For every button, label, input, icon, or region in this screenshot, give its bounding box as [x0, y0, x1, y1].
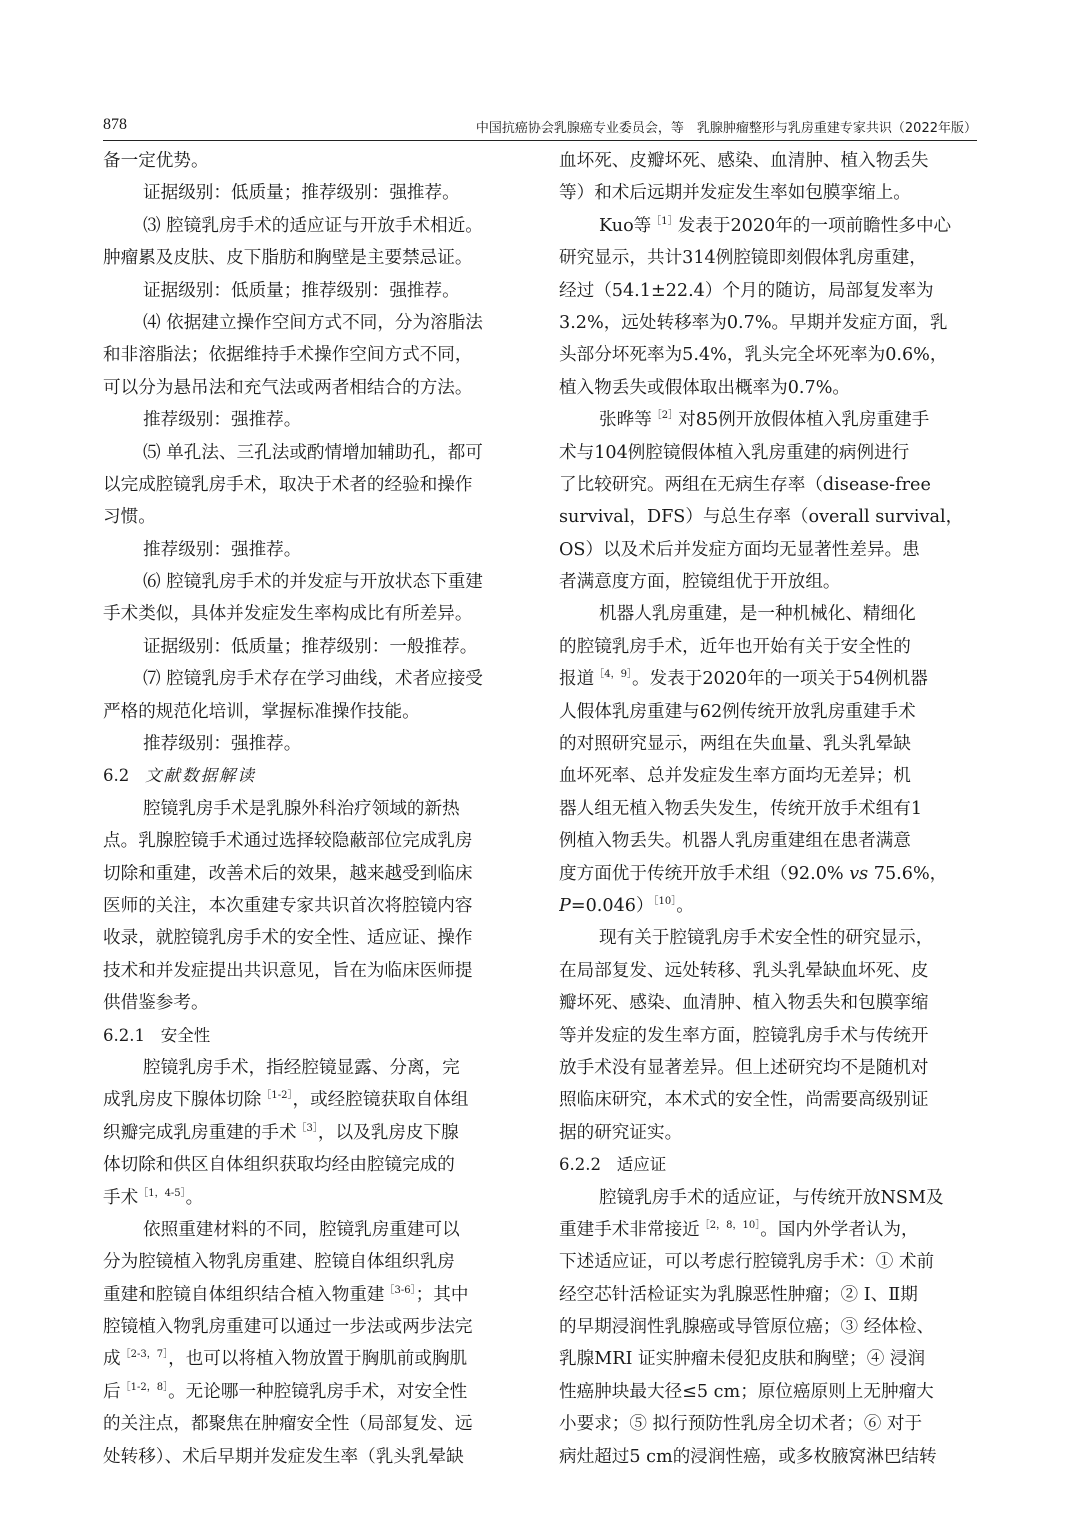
text-line: 和非溶脂法；依据维持手术操作空间方式不同，: [103, 345, 473, 366]
text-line: 的关注点，都聚焦在肿瘤安全性（局部复发、远: [103, 1414, 473, 1435]
text-line: [103, 1182, 521, 1214]
p-italic: P: [559, 895, 571, 916]
evidence-level-line: 证据级别：低质量；推荐级别：强推荐。: [143, 183, 460, 204]
text-segment: ；其中: [415, 1284, 469, 1305]
text-line: 在局部复发、远处转移、乳头乳晕缺血坏死、皮: [559, 960, 929, 981]
text-segment: 重建手术非常接近: [559, 1219, 700, 1240]
text-line: 处转移）、术后早期并发症发生率（乳头乳晕缺: [103, 1446, 464, 1467]
text-line: [559, 404, 977, 436]
section-title: 适应证: [616, 1155, 667, 1175]
text-line: 病灶超过5 cm的浸润性癌，或多枚腋窝淋巴结转: [559, 1446, 937, 1467]
text-segment: 。: [185, 1187, 204, 1208]
section-number: 6.2: [103, 766, 130, 786]
text-line: 者满意度方面，腔镜组优于开放组。: [559, 572, 841, 593]
section-heading-6-2: [103, 760, 521, 792]
page-header: [103, 114, 977, 141]
citation: ［1］: [651, 215, 678, 227]
text-line: 植入物丢失或假体取出概率为0.7%。: [559, 377, 851, 398]
text-line: ⑸ 单孔法、三孔法或酌情增加辅助孔，都可: [143, 442, 483, 463]
text-line: 备一定优势。: [103, 151, 209, 171]
text-line: 手术类似，具体并发症发生率构成比有所差异。: [103, 604, 473, 625]
citation: ［2，8，10］: [699, 1219, 761, 1231]
text-segment: 。: [676, 895, 694, 916]
citation: ［1，4-5］: [138, 1187, 186, 1199]
text-segment: 报道: [559, 669, 595, 690]
text-line: 瓣坏死、感染、血清肿、植入物丢失和包膜挛缩: [559, 993, 929, 1014]
citation: ［3-6］: [384, 1284, 416, 1296]
text-line: [103, 1117, 521, 1149]
text-line: ⑹ 腔镜乳房手术的并发症与开放状态下重建: [143, 572, 483, 593]
text-line: 习惯。: [103, 507, 156, 528]
text-line: 放手术没有显著差异。但上述研究均不是随机对: [559, 1057, 929, 1078]
text-segment: 成乳房皮下腺体切除: [103, 1090, 262, 1111]
text-segment: ，或经腔镜获取自体组: [292, 1090, 469, 1111]
recommendation-line: 推荐级别：强推荐。: [143, 734, 302, 755]
text-line: 体切除和供区自体组织获取均经由腔镜完成的: [103, 1155, 455, 1176]
text-segment: 。无论哪一种腔镜乳房手术，对安全性: [168, 1381, 468, 1402]
text-line: 收录，就腔镜乳房手术的安全性、适应证、操作: [103, 928, 473, 949]
text-line: 性癌肿块最大径≤5 cm；原位癌原则上无肿瘤大: [559, 1381, 934, 1402]
recommendation-line: 推荐级别：强推荐。: [143, 410, 302, 431]
right-column: [559, 145, 977, 1473]
citation: ［2-3，7］: [120, 1349, 169, 1361]
text-line: [103, 1084, 521, 1116]
text-line: [559, 210, 977, 242]
text-line: [559, 858, 977, 890]
text-line: [559, 663, 977, 695]
vs-italic: vs: [849, 863, 869, 884]
text-line: 据的研究证实。: [559, 1122, 683, 1143]
text-line: 切除和重建，改善术后的效果，越来越受到临床: [103, 863, 473, 884]
text-line: 经空芯针活检证实为乳腺恶性肿瘤；② Ⅰ、Ⅱ期: [559, 1284, 918, 1305]
text-segment: 手术: [103, 1187, 139, 1208]
section-title: 安全性: [160, 1025, 211, 1045]
citation: ［1-2］: [261, 1090, 293, 1102]
citation: ［3］: [296, 1122, 318, 1134]
text-line: OS）以及术后并发症方面均无显著性差异。患: [559, 539, 920, 560]
text-line: 器人组无植入物丢失发生，传统开放手术组有1: [559, 798, 923, 819]
text-line: 下述适应证，可以考虑行腔镜乳房手术：① 术前: [559, 1252, 935, 1273]
recommendation-line: 推荐级别：强推荐。: [143, 539, 302, 560]
text-segment: ，也可以将植入物放置于胸肌前或胸肌: [168, 1349, 468, 1370]
text-line: 严格的规范化培训，掌握标准操作技能。: [103, 701, 420, 722]
text-line: 供借鉴参考。: [103, 993, 209, 1014]
citation: ［2］: [651, 410, 679, 422]
text-line: [559, 890, 977, 922]
text-line: 的早期浸润性乳腺癌或导管原位癌；③ 经体检、: [559, 1317, 935, 1338]
text-line: 研究显示，共计314例腔镜即刻假体乳房重建，: [559, 248, 927, 269]
citation: ［1-2，8］: [120, 1381, 169, 1393]
text-line: survival，DFS）与总生存率（overall survival，: [559, 507, 964, 528]
text-line: 照临床研究，本术式的安全性，尚需要高级别证: [559, 1090, 929, 1111]
text-line: 等并发症的发生率方面，腔镜乳房手术与传统开: [559, 1025, 929, 1046]
text-line: 医师的关注，本次重建专家共识首次将腔镜内容: [103, 895, 473, 916]
text-segment: 。发表于2020年的一项关于54例机器: [631, 669, 928, 690]
text-line: ⑶ 腔镜乳房手术的适应证与开放手术相近。: [143, 215, 483, 236]
text-line: 头部分坏死率为5.4%，乳头完全坏死率为0.6%，: [559, 345, 948, 366]
text-line: 人假体乳房重建与62例传统开放乳房重建手术: [559, 701, 916, 722]
text-line: 肿瘤累及皮肤、皮下脂肪和胸壁是主要禁忌证。: [103, 248, 473, 269]
text-line: 等）和术后远期并发症发生率如包膜挛缩上。: [559, 183, 911, 204]
citation: ［4，9］: [594, 669, 632, 681]
text-segment: 发表于2020年的一项前瞻性多中心: [677, 215, 952, 236]
text-line: 现有关于腔镜乳房手术安全性的研究显示，: [599, 928, 934, 949]
section-title: 文献数据解读: [145, 766, 256, 786]
page-number: 878: [103, 116, 127, 133]
text-segment: ，以及乳房皮下腺: [317, 1122, 459, 1143]
text-line: ⑺ 腔镜乳房手术存在学习曲线，术者应接受: [143, 669, 483, 690]
text-segment: 张晔等: [599, 410, 652, 431]
text-line: ⑷ 依据建立操作空间方式不同，分为溶脂法: [143, 312, 483, 333]
text-line: 小要求；⑤ 拟行预防性乳房全切术者；⑥ 对于: [559, 1414, 923, 1435]
text-line: 的对照研究显示，两组在失血量、乳头乳晕缺: [559, 734, 911, 755]
text-line: 机器人乳房重建，是一种机械化、精细化: [599, 604, 916, 625]
text-line: 了比较研究。两组在无病生存率（disease-free: [559, 474, 931, 495]
text-line: 依照重建材料的不同，腔镜乳房重建可以: [143, 1219, 460, 1240]
text-segment: 后: [103, 1381, 121, 1402]
text-line: 技术和并发症提出共识意见，旨在为临床医师提: [103, 960, 473, 981]
text-segment: Kuo等: [599, 215, 652, 236]
evidence-level-line: 证据级别：低质量；推荐级别：强推荐。: [143, 280, 460, 301]
text-line: 可以分为悬吊法和充气法或两者相结合的方法。: [103, 377, 473, 398]
text-line: 分为腔镜植入物乳房重建、腔镜自体组织乳房: [103, 1252, 455, 1273]
text-segment: 成: [103, 1349, 121, 1370]
section-heading-6-2-1: [103, 1020, 521, 1052]
text-line: 例植入物丢失。机器人乳房重建组在患者满意: [559, 831, 911, 852]
running-title: 中国抗癌协会乳腺癌专业委员会，等 乳腺肿瘤整形与乳房重建专家共识（2022年版）: [475, 121, 977, 136]
text-line: 腔镜乳房手术，指经腔镜显露、分离，完: [143, 1057, 460, 1078]
text-line: 乳腺MRI 证实肿瘤未侵犯皮肤和胸壁；④ 浸润: [559, 1349, 926, 1370]
text-segment: =0.046）: [570, 895, 654, 916]
section-heading-6-2-2: [559, 1149, 977, 1181]
section-number: 6.2.2: [559, 1155, 601, 1175]
text-segment: 重建和腔镜自体组织结合植入物重建: [103, 1284, 385, 1305]
text-line: 经过（54.1±22.4）个月的随访，局部复发率为: [559, 280, 934, 301]
text-segment: 。国内外学者认为，: [760, 1219, 919, 1240]
text-line: 术与104例腔镜假体植入乳房重建的病例进行: [559, 442, 910, 463]
text-line: [103, 1279, 521, 1311]
text-segment: 织瓣完成乳房重建的手术: [103, 1122, 297, 1143]
text-line: 腔镜乳房手术是乳腺外科治疗领域的新热: [143, 798, 460, 819]
text-line: 3.2%，远处转移率为0.7%。早期并发症方面，乳: [559, 312, 948, 333]
text-line: 腔镜乳房手术的适应证，与传统开放NSM及: [599, 1187, 944, 1208]
text-segment: 对85例开放假体植入乳房重建手: [678, 410, 930, 431]
text-line: 的腔镜乳房手术，近年也开始有关于安全性的: [559, 636, 911, 657]
text-line: 以完成腔镜乳房手术，取决于术者的经验和操作: [103, 474, 473, 495]
citation: ［10］: [653, 895, 677, 907]
text-line: 腔镜植入物乳房重建可以通过一步法或两步法完: [103, 1317, 473, 1338]
left-column: [103, 145, 521, 1473]
text-segment: 75.6%，: [868, 863, 948, 884]
text-line: [559, 1214, 977, 1246]
text-line: [103, 1343, 521, 1375]
text-line: [103, 1376, 521, 1408]
text-line: 点。乳腺腔镜手术通过选择较隐蔽部位完成乳房: [103, 831, 473, 852]
text-line: 血坏死率、总并发症发生率方面均无差异；机: [559, 766, 911, 787]
text-line: 血坏死、皮瓣坏死、感染、血清肿、植入物丢失: [559, 151, 929, 171]
section-number: 6.2.1: [103, 1025, 145, 1045]
text-segment: 度方面优于传统开放手术组（92.0%: [559, 863, 850, 884]
evidence-level-line: 证据级别：低质量；推荐级别：一般推荐。: [143, 636, 478, 657]
